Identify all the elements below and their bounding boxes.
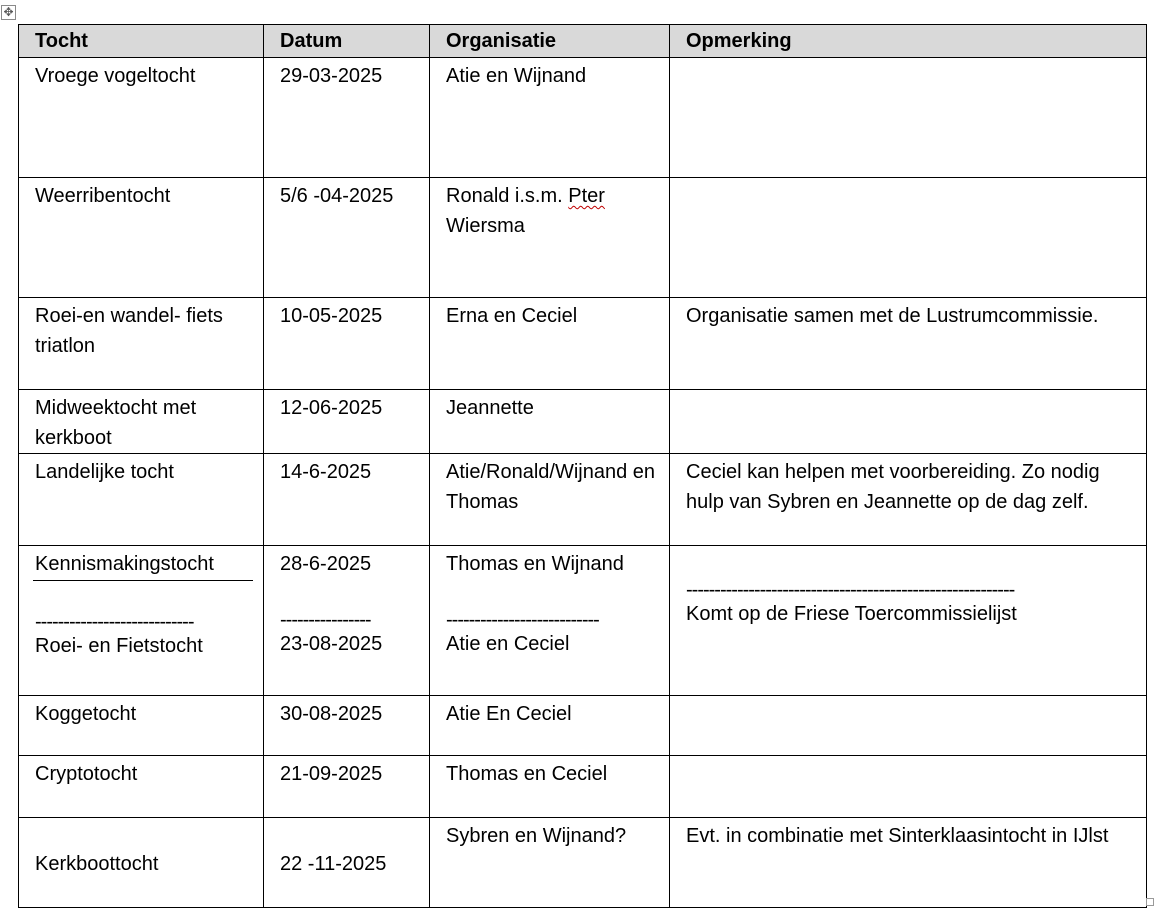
table-row: [19, 58, 1147, 178]
cell-tocht: Midweektocht met kerkboot: [19, 390, 264, 454]
table-row: [19, 390, 1147, 454]
dash-separator: ----------------------------: [35, 613, 194, 631]
table-row: [19, 178, 1147, 298]
underline-divider: [33, 580, 253, 581]
dash-separator: ---------------------------: [446, 611, 599, 629]
dash-separator: ----------------------------------------------------------: [686, 581, 1015, 599]
cell-datum: 14-6-2025: [264, 454, 430, 546]
cell-datum: 30-08-2025: [264, 696, 430, 756]
cell-tocht: Landelijke tocht: [19, 454, 264, 546]
cell-opmerking: Evt. in combinatie met Sinterklaasintocht in IJlst: [670, 818, 1147, 908]
header-row: [19, 25, 1147, 58]
cell-organisatie: [430, 546, 670, 696]
cell-tocht: Cryptotocht: [19, 756, 264, 818]
header-datum: Datum: [264, 25, 430, 58]
cell-opmerking: [670, 390, 1147, 454]
cell-opmerking: [670, 756, 1147, 818]
datum-text: 23-08-2025: [280, 633, 383, 655]
cell-tocht: [19, 546, 264, 696]
cell-opmerking: Organisatie samen met de Lustrumcommissie.: [670, 298, 1147, 390]
schedule-table: [18, 24, 1147, 908]
cell-datum: 12-06-2025: [264, 390, 430, 454]
cell-tocht: Weerribentocht: [19, 178, 264, 298]
cell-organisatie: Jeannette: [430, 390, 670, 454]
cell-tocht: Koggetocht: [19, 696, 264, 756]
cell-tocht: Vroege vogeltocht: [19, 58, 264, 178]
table-resize-handle-icon[interactable]: [1146, 898, 1154, 906]
header-tocht: Tocht: [19, 25, 264, 58]
cell-organisatie: Sybren en Wijnand?: [430, 818, 670, 908]
datum-text: 28-6-2025: [280, 553, 372, 575]
organisatie-text: Ronald i.s.m.: [446, 185, 569, 207]
spellcheck-word[interactable]: Pter: [568, 185, 605, 207]
cell-tocht: Kerkboottocht: [19, 818, 264, 908]
cell-opmerking: Ceciel kan helpen met voorbereiding. Zo nodig hulp van Sybren en Jeannette op de dag zelf.: [670, 454, 1147, 546]
cell-opmerking: [670, 696, 1147, 756]
table-row: [19, 818, 1147, 908]
table-row: [19, 454, 1147, 546]
cell-opmerking: [670, 58, 1147, 178]
dash-separator: ----------------: [280, 611, 371, 629]
table-row: [19, 298, 1147, 390]
cell-organisatie: [430, 178, 670, 298]
cell-datum: 29-03-2025: [264, 58, 430, 178]
cell-datum: [264, 546, 430, 696]
header-opmerking: Opmerking: [670, 25, 1147, 58]
header-organisatie: Organisatie: [430, 25, 670, 58]
cell-datum: 22 -11-2025: [264, 818, 430, 908]
cell-opmerking: [670, 178, 1147, 298]
cell-tocht: Roei-en wandel- fiets triatlon: [19, 298, 264, 390]
cell-datum: 5/6 -04-2025: [264, 178, 430, 298]
cell-organisatie: Thomas en Ceciel: [430, 756, 670, 818]
organisatie-text: Wiersma: [446, 215, 525, 237]
cell-datum: 10-05-2025: [264, 298, 430, 390]
cell-organisatie: Atie En Ceciel: [430, 696, 670, 756]
opmerking-text: Komt op de Friese Toercommissielijst: [686, 603, 1017, 625]
organisatie-text: Atie en Ceciel: [446, 633, 570, 655]
cell-organisatie: Atie/Ronald/Wijnand en Thomas: [430, 454, 670, 546]
table-row: [19, 696, 1147, 756]
organisatie-text: Thomas en Wijnand: [446, 553, 624, 575]
tocht-text: Kennismakingstocht: [35, 553, 214, 575]
cell-organisatie: Erna en Ceciel: [430, 298, 670, 390]
cell-opmerking: [670, 546, 1147, 696]
cell-datum: 21-09-2025: [264, 756, 430, 818]
table-row: [19, 756, 1147, 818]
table-row: [19, 546, 1147, 696]
tocht-text: Roei- en Fietstocht: [35, 635, 203, 657]
spacer: [686, 549, 1136, 579]
table-move-handle-icon[interactable]: ✥: [1, 5, 16, 20]
cell-organisatie: Atie en Wijnand: [430, 58, 670, 178]
